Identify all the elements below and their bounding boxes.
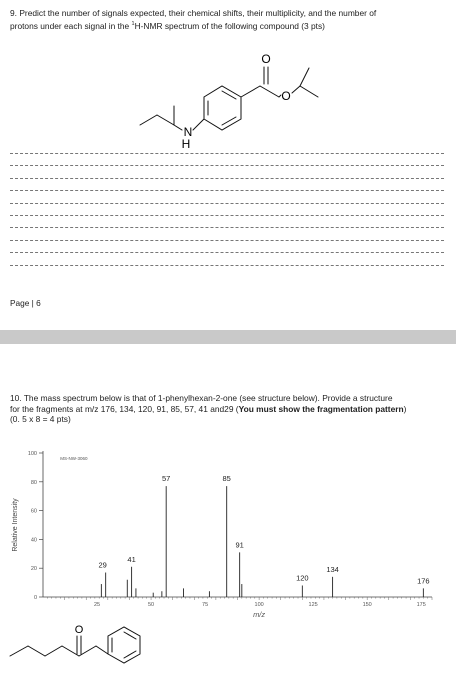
answer-line [10, 203, 444, 204]
question-9-line-2a: protons under each signal in the [10, 20, 132, 31]
answer-line [10, 240, 444, 241]
answer-line [10, 153, 444, 154]
peak-label: 176 [417, 576, 430, 586]
y-tick-label: 80 [30, 479, 37, 486]
question-10-text [10, 393, 446, 425]
phenylhexanone-structure [0, 618, 200, 678]
question-number: 9. [10, 8, 17, 18]
hydrogen-label: H [181, 137, 191, 151]
ester-oxygen-label: O [281, 89, 291, 103]
peak-label: 57 [162, 474, 171, 484]
y-axis-label: Relative Intensity [12, 498, 19, 552]
answer-line [10, 190, 444, 191]
x-tick-label: 50 [147, 602, 155, 608]
superscript-one: 1 [131, 20, 135, 27]
page-footer: Page | 6 [10, 298, 41, 308]
peak-label: 29 [98, 560, 107, 570]
x-tick-label: 100 [254, 602, 264, 608]
y-tick-label: 20 [30, 566, 37, 573]
y-tick-label: 100 [27, 451, 37, 457]
question-10-line-2a: for the fragments at m/z 176, 134, 120, 91, 85, 57, 41 and29 ( [10, 403, 239, 414]
ester-amine-structure [0, 35, 456, 185]
answer-line [10, 227, 444, 228]
peak-label: 85 [222, 474, 231, 484]
answer-line [10, 252, 444, 253]
question-10-line-2b: ) [403, 403, 407, 414]
peak-label: 120 [296, 573, 309, 583]
question-10-emphasis: You must show the fragmentation pattern [238, 403, 404, 414]
x-tick-label: 150 [362, 602, 372, 608]
question-10-points: (0. 5 x 8 = 4 pts) [10, 414, 71, 424]
peak-label: 91 [235, 540, 244, 550]
y-tick-label: 60 [30, 508, 37, 515]
answer-line [10, 215, 444, 216]
x-tick-label: 75 [202, 602, 209, 608]
answer-line [10, 178, 444, 179]
nitrogen-label: N [183, 125, 193, 139]
page-7 [0, 344, 456, 675]
carbonyl-oxygen-label: O [261, 52, 271, 66]
page-separator [0, 330, 456, 344]
peak-label: 41 [127, 554, 136, 564]
ketone-oxygen-label: O [74, 624, 84, 636]
question-10-line-1: 10. The mass spectrum below is that of 1-phenylhexan-2-one (see structure below). Provide a structure [10, 393, 393, 403]
x-axis-label: m/z [253, 610, 266, 619]
peak-label: 134 [326, 564, 339, 574]
database-label: MS-NW-3060 [60, 456, 88, 461]
x-tick-label: 125 [308, 602, 318, 608]
page-6 [0, 0, 456, 330]
x-tick-label: 25 [93, 602, 101, 608]
mass-spectrum-chart [0, 445, 456, 630]
x-tick-label: 175 [416, 602, 426, 608]
answer-line [10, 165, 444, 166]
question-9-line-2b: H-NMR spectrum of the following compound (3 pts) [134, 20, 325, 31]
y-tick-label: 0 [33, 595, 37, 601]
question-9-line-1: Predict the number of signals expected, their chemical shifts, their multiplicity, and the number of [19, 8, 377, 18]
answer-line [10, 265, 444, 266]
question-9-text [10, 8, 446, 31]
y-tick-label: 40 [30, 537, 37, 544]
